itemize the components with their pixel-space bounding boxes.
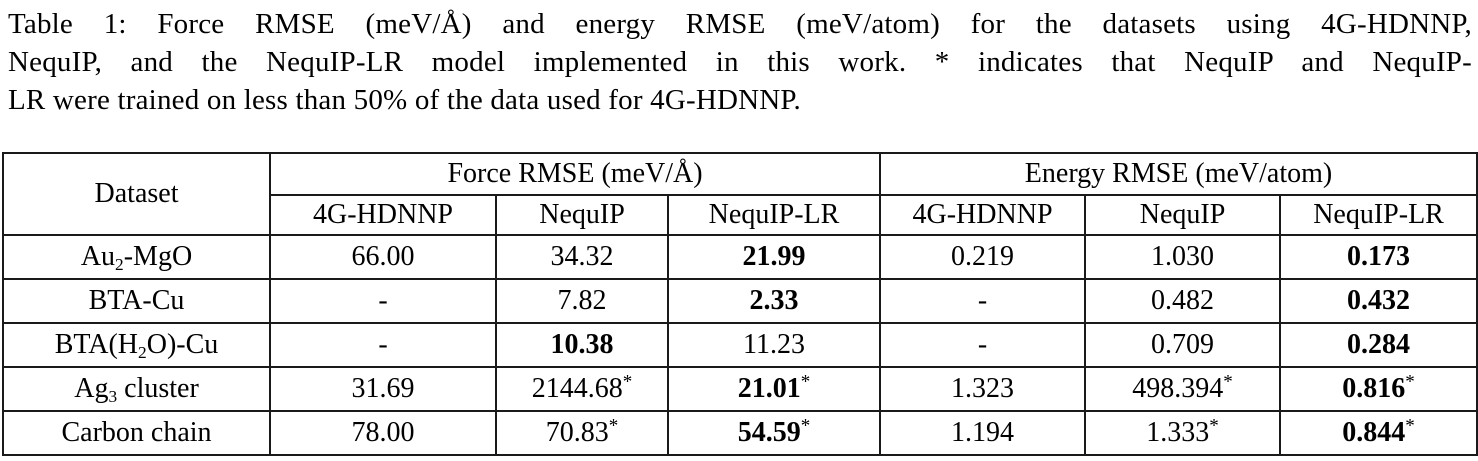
cell-value: - <box>977 329 988 360</box>
dataset-name-post: -MgO <box>123 241 193 272</box>
header-energy-group: Energy RMSE (meV/atom) <box>880 153 1477 195</box>
cell-force-nequip-lr <box>668 279 880 323</box>
subheader-energy-nequip-lr: NequIP-LR <box>1280 195 1477 235</box>
dataset-name-pre: Carbon chain <box>61 417 212 448</box>
cell-value: 498.394 <box>1132 373 1224 404</box>
cell-value: 0.219 <box>951 241 1015 272</box>
cell-energy-nequip <box>1085 367 1280 411</box>
cell-value: 78.00 <box>351 417 415 448</box>
cell-value: 0.709 <box>1151 329 1215 360</box>
cell-force-nequip <box>496 411 668 455</box>
asterisk-marker: * <box>622 371 633 393</box>
cell-value: 0.816 <box>1342 373 1406 404</box>
subheader-energy-4g-hdnnp: 4G-HDNNP <box>880 195 1085 235</box>
cell-force-4g-hdnnp <box>270 323 496 367</box>
cell-value: 21.99 <box>742 241 806 272</box>
cell-force-nequip <box>496 279 668 323</box>
dataset-name-post: O)-Cu <box>146 329 219 360</box>
cell-energy-nequip-lr <box>1280 235 1477 279</box>
cell-energy-4g-hdnnp <box>880 411 1085 455</box>
asterisk-marker: * <box>1209 415 1219 437</box>
table-caption <box>0 0 1478 119</box>
table-row-ag3-cluster <box>3 367 1477 411</box>
cell-energy-4g-hdnnp <box>880 323 1085 367</box>
cell-value: - <box>977 285 988 316</box>
asterisk-marker: * <box>800 371 811 393</box>
caption-line-2: NequIP, and the NequIP-LR model implemented in this work. * indicates that NequIP and NequIP- <box>8 46 1472 78</box>
dataset-name-subscript: 2 <box>115 254 124 274</box>
cell-value: 21.01 <box>737 373 801 404</box>
cell-value: 34.32 <box>550 241 614 272</box>
dataset-name <box>3 367 270 411</box>
cell-force-4g-hdnnp <box>270 411 496 455</box>
cell-force-nequip-lr <box>668 367 880 411</box>
cell-value: 0.844 <box>1342 417 1406 448</box>
cell-force-4g-hdnnp <box>270 235 496 279</box>
cell-force-nequip-lr <box>668 411 880 455</box>
cell-energy-nequip-lr <box>1280 279 1477 323</box>
dataset-name-subscript: 2 <box>138 342 147 362</box>
cell-value: 70.83 <box>545 417 609 448</box>
cell-force-nequip-lr <box>668 323 880 367</box>
cell-value: - <box>378 285 388 316</box>
cell-value: 0.482 <box>1151 285 1215 316</box>
cell-energy-nequip-lr <box>1280 411 1477 455</box>
cell-force-nequip-lr <box>668 235 880 279</box>
cell-value: 1.333 <box>1146 417 1210 448</box>
cell-energy-nequip <box>1085 279 1280 323</box>
cell-energy-nequip <box>1085 323 1280 367</box>
dataset-name-pre: Ag <box>74 373 109 404</box>
rmse-table <box>2 152 1478 456</box>
cell-force-nequip <box>496 367 668 411</box>
cell-value: 0.432 <box>1347 285 1411 316</box>
dataset-name-pre: BTA(H <box>54 329 139 360</box>
cell-value: 0.173 <box>1347 241 1411 272</box>
cell-energy-4g-hdnnp <box>880 235 1085 279</box>
cell-value: 31.69 <box>351 373 415 404</box>
cell-value: - <box>378 329 388 360</box>
asterisk-marker: * <box>1223 371 1233 393</box>
dataset-name <box>3 323 270 367</box>
cell-energy-nequip <box>1085 235 1280 279</box>
subheader-force-4g-hdnnp: 4G-HDNNP <box>270 195 496 235</box>
dataset-name-subscript: 3 <box>108 386 118 406</box>
cell-force-4g-hdnnp <box>270 279 496 323</box>
dataset-name <box>3 279 270 323</box>
cell-value: 66.00 <box>351 241 415 272</box>
cell-force-nequip <box>496 323 668 367</box>
asterisk-marker: * <box>1405 415 1415 437</box>
cell-value: 2.33 <box>749 285 799 316</box>
cell-energy-4g-hdnnp <box>880 279 1085 323</box>
cell-force-4g-hdnnp <box>270 367 496 411</box>
table-row-bta-h2o-cu <box>3 323 1477 367</box>
cell-energy-4g-hdnnp <box>880 367 1085 411</box>
caption-line-1: Table 1: Force RMSE (meV/Å) and energy RMSE (meV/atom) for the datasets using 4G-HDNNP, <box>8 8 1472 40</box>
header-force-group: Force RMSE (meV/Å) <box>270 153 880 195</box>
cell-value: 1.323 <box>951 373 1015 404</box>
header-group-row <box>3 153 1477 195</box>
dataset-name <box>3 411 270 455</box>
cell-energy-nequip-lr <box>1280 367 1477 411</box>
cell-force-nequip <box>496 235 668 279</box>
cell-value: 1.030 <box>1151 241 1215 272</box>
asterisk-marker: * <box>608 415 619 437</box>
cell-value: 7.82 <box>557 285 607 316</box>
dataset-name <box>3 235 270 279</box>
table-row-carbon-chain <box>3 411 1477 455</box>
asterisk-marker: * <box>1405 371 1415 393</box>
subheader-force-nequip: NequIP <box>496 195 668 235</box>
dataset-name-pre: Au <box>80 241 116 272</box>
table-row-bta-cu <box>3 279 1477 323</box>
cell-value: 2144.68 <box>531 373 623 404</box>
cell-value: 54.59 <box>737 417 801 448</box>
cell-value: 0.284 <box>1347 329 1411 360</box>
cell-energy-nequip <box>1085 411 1280 455</box>
subheader-energy-nequip: NequIP <box>1085 195 1280 235</box>
dataset-name-pre: BTA-Cu <box>88 285 185 316</box>
subheader-force-nequip-lr: NequIP-LR <box>668 195 880 235</box>
cell-value: 10.38 <box>550 329 614 360</box>
table-row-au2-mgo <box>3 235 1477 279</box>
header-dataset: Dataset <box>3 153 270 235</box>
cell-value: 11.23 <box>743 329 805 360</box>
dataset-name-post: cluster <box>117 373 199 404</box>
caption-line-3: LR were trained on less than 50% of the data used for 4G-HDNNP. <box>8 84 801 116</box>
cell-value: 1.194 <box>951 417 1015 448</box>
cell-energy-nequip-lr <box>1280 323 1477 367</box>
asterisk-marker: * <box>800 415 811 437</box>
